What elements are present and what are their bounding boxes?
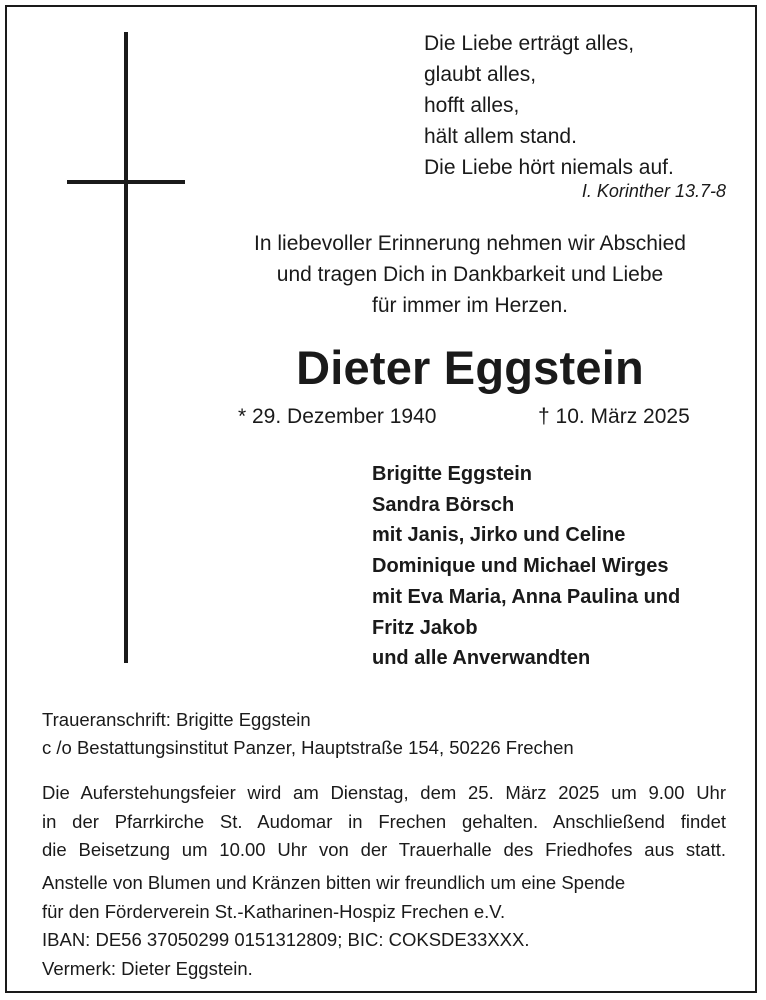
verse-line: glaubt alles, xyxy=(424,63,537,86)
mourner-line: Dominique und Michael Wirges xyxy=(372,555,669,578)
mourning-address xyxy=(42,706,574,762)
mourner-line: und alle Anverwandten xyxy=(372,647,591,670)
intro-text xyxy=(200,228,740,321)
donation-line: IBAN: DE56 37050299 0151312809; BIC: COKSDE33XXX. xyxy=(42,929,530,950)
mourner-line: mit Eva Maria, Anna Paulina und xyxy=(372,585,681,608)
address-line: Traueranschrift: Brigitte Eggstein xyxy=(42,709,311,730)
ceremony-line: die Beisetzung um 10.00 Uhr von der Trauerhalle des Friedhofes aus statt. xyxy=(42,839,726,860)
death-date: † 10. März 2025 xyxy=(538,405,690,428)
cross-vertical-bar xyxy=(124,32,128,663)
mourner-line: Fritz Jakob xyxy=(372,616,478,639)
intro-line: In liebevoller Erinnerung nehmen wir Abschied xyxy=(254,232,686,255)
verse-line: Die Liebe hört niemals auf. xyxy=(424,156,674,179)
donation-line: Vermerk: Dieter Eggstein. xyxy=(42,957,253,979)
deceased-name: Dieter Eggstein xyxy=(296,341,644,394)
mourner-line: Sandra Börsch xyxy=(372,493,515,516)
intro-line: und tragen Dich in Dankbarkeit und Liebe xyxy=(276,263,664,286)
verse-line: Die Liebe erträgt alles, xyxy=(424,32,635,55)
intro-line: für immer im Herzen. xyxy=(371,294,569,317)
ceremony-line: in der Pfarrkirche St. Audomar in Frechen gehalten. Anschließend findet xyxy=(42,810,726,832)
donation-line: Anstelle von Blumen und Kränzen bitten wir freundlich um eine Spende xyxy=(42,872,626,893)
bible-verse xyxy=(424,28,674,183)
verse-line: hält allem stand. xyxy=(424,125,577,148)
donation-info xyxy=(42,869,625,983)
address-line: c /o Bestattungsinstitut Panzer, Hauptstraße 154, 50226 Frechen xyxy=(42,737,574,758)
verse-reference: I. Korinther 13.7-8 xyxy=(581,181,726,201)
verse-line: hofft alles, xyxy=(424,94,520,117)
mourners-list xyxy=(372,459,680,674)
birth-date: * 29. Dezember 1940 xyxy=(238,405,437,428)
mourner-line: Brigitte Eggstein xyxy=(372,463,533,485)
ceremony-line: Die Auferstehungsfeier wird am Dienstag, dem 25. März 2025 um 9.00 Uhr xyxy=(42,782,726,803)
mourner-line: mit Janis, Jirko und Celine xyxy=(372,524,626,547)
donation-line: für den Förderverein St.-Katharinen-Hospiz Frechen e.V. xyxy=(42,900,506,922)
cross-horizontal-bar xyxy=(67,180,185,184)
ceremony-info xyxy=(42,779,726,865)
